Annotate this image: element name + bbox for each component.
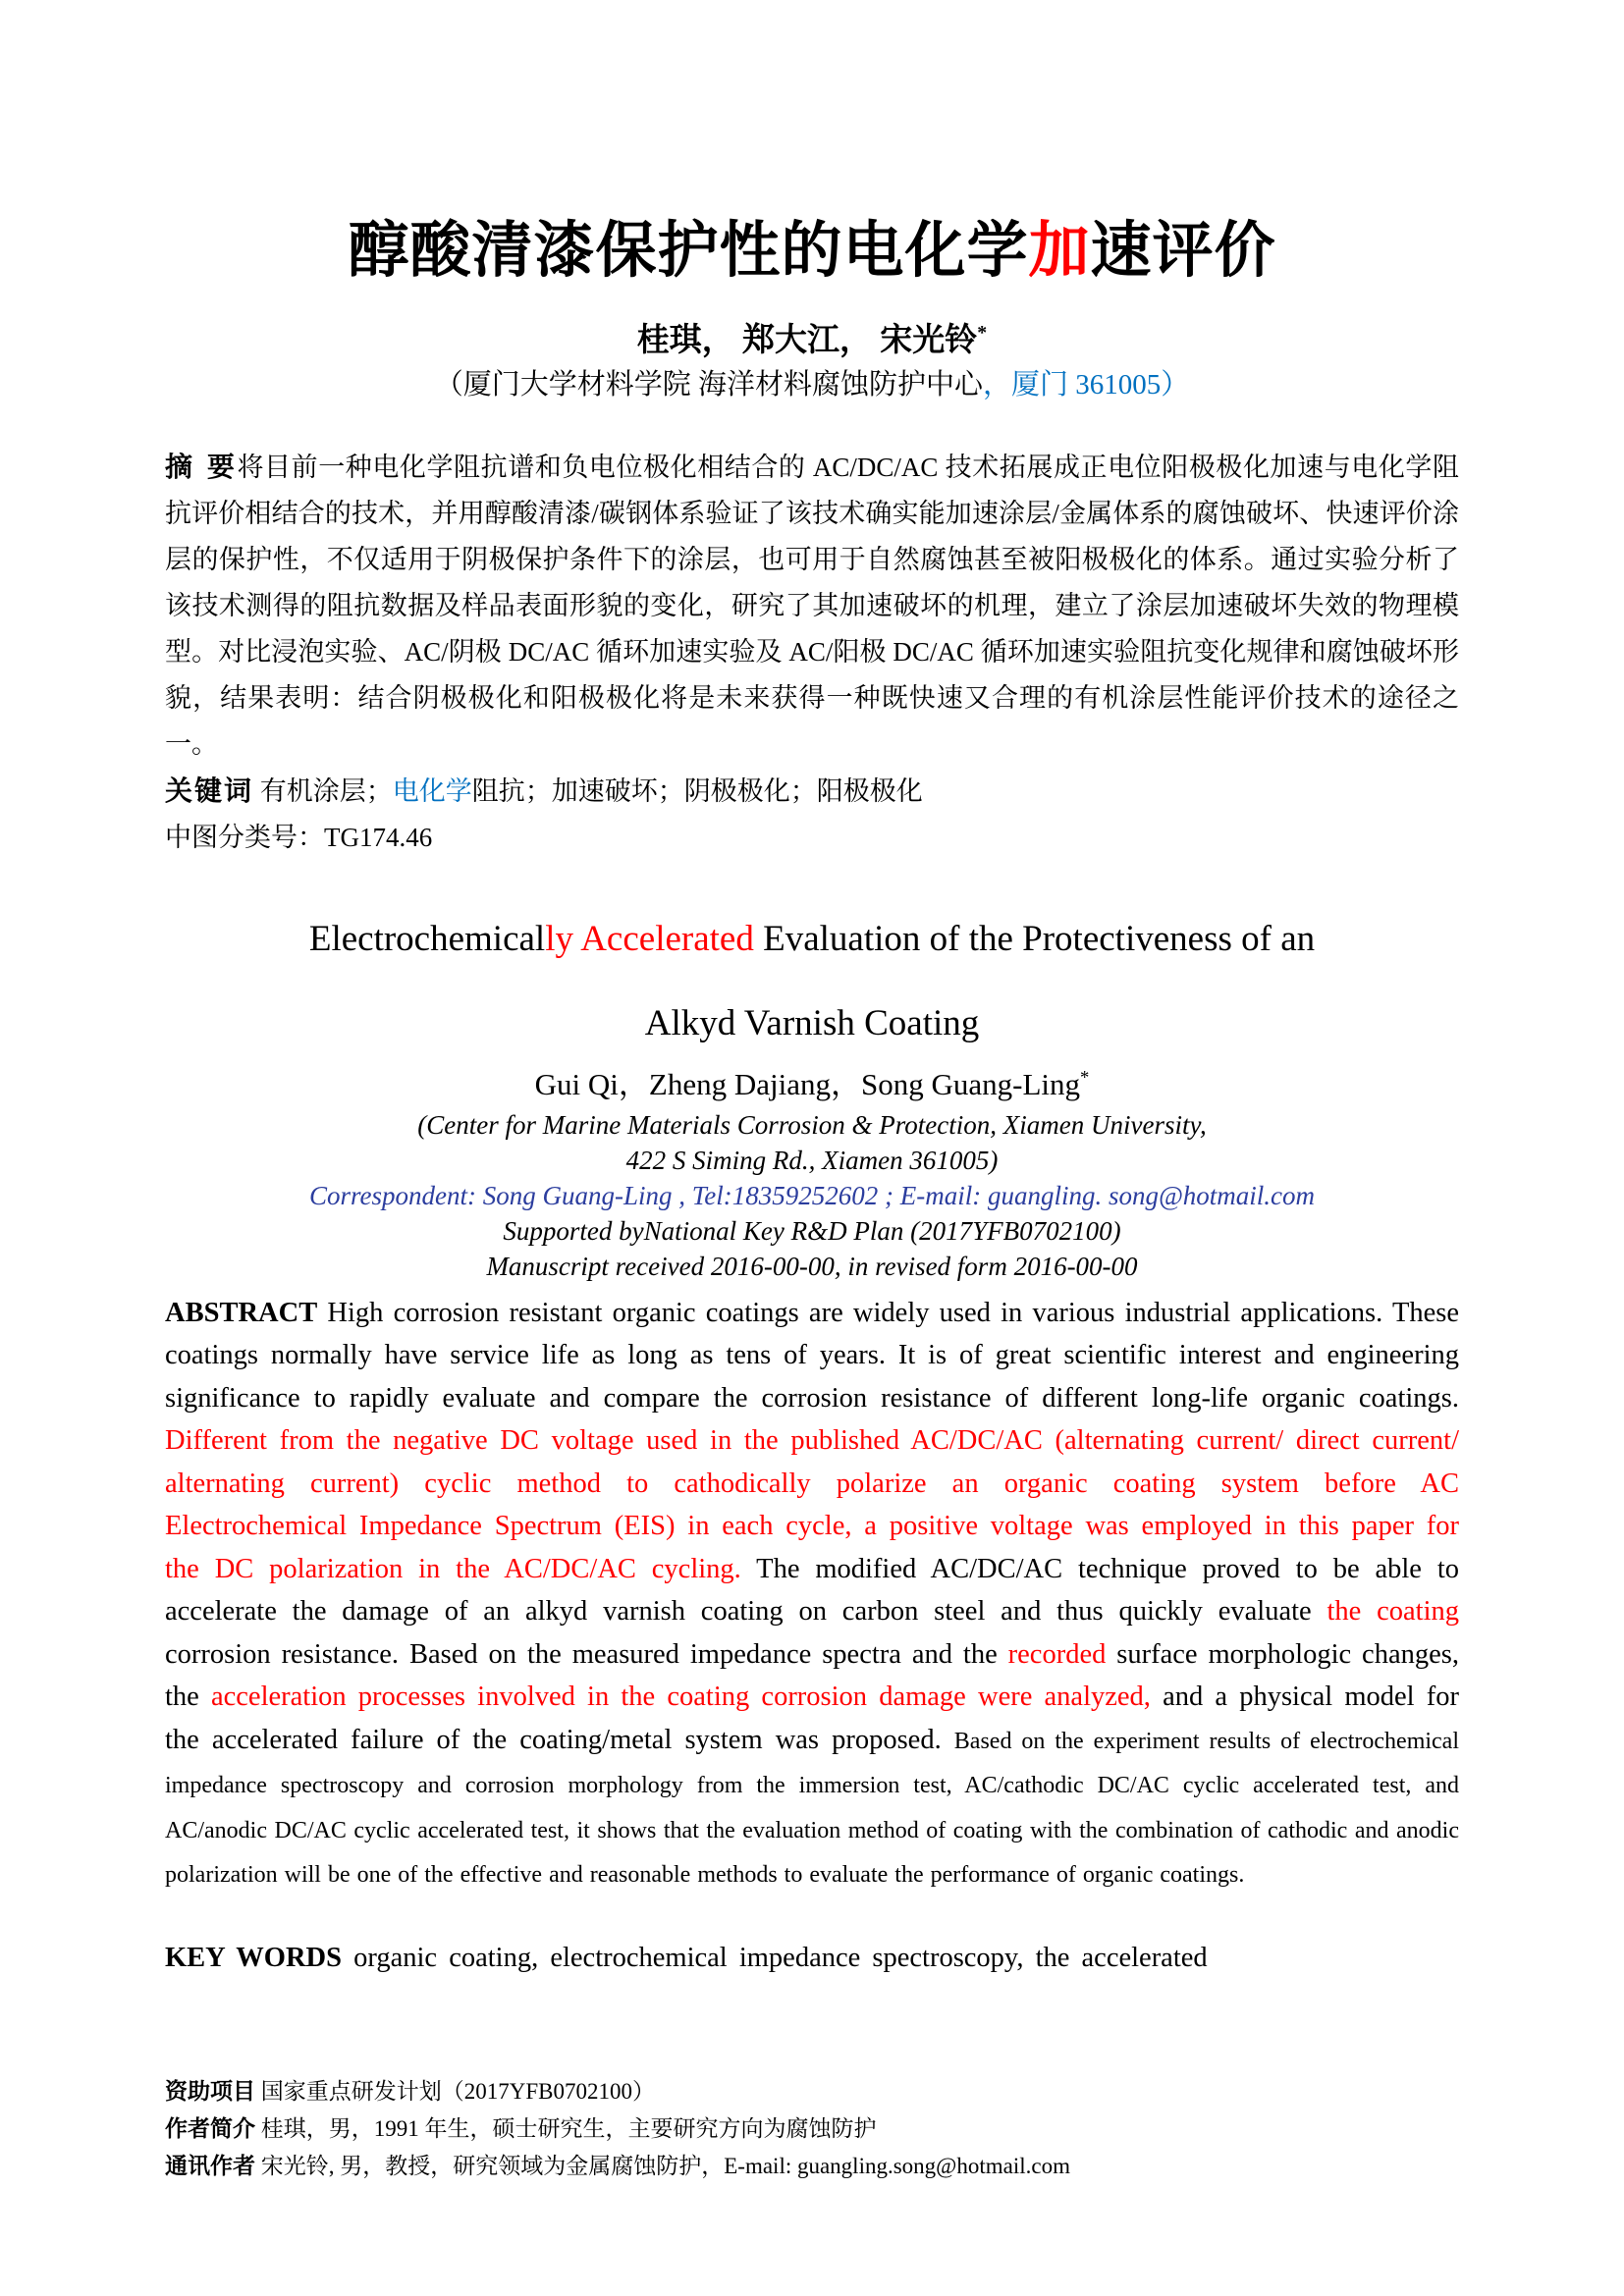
- chinese-abstract-label: 摘 要: [165, 451, 238, 484]
- footnote-corresponding-author: [165, 2148, 1459, 2185]
- footnote-author-bio-label: 作者简介: [165, 2116, 255, 2142]
- english-abstract: [165, 1292, 1459, 1897]
- chinese-title: 醇酸清漆保护性的电化学加速评价: [348, 214, 1276, 286]
- english-abstract-small-text: Based on the experiment results of electrochemical impedance spectroscopy and corrosion morphology from the immersion test, AC/cathodic DC/AC cyclic accelerated test, and AC/anodic DC/AC cyclic accelerated test, it shows that the evaluation method of coating with the combination of cathodic and anodic polarization will be one of the effective and reasonable methods to evaluate the performance of organic coatings.: [165, 1728, 1459, 1889]
- supported-line: Supported byNational Key R&D Plan (2017YFB0702100): [503, 1215, 1121, 1246]
- chinese-authors: [165, 320, 1459, 362]
- english-affiliation-line2: 422 S Siming Rd., Xiamen 361005): [625, 1145, 999, 1175]
- english-corresponding-star: *: [1080, 1067, 1090, 1089]
- english-keywords-text: organic coating, electrochemical impedance spectroscopy, the accelerated: [342, 1942, 1208, 1973]
- corresponding-author-star: *: [977, 321, 988, 344]
- english-authors-text: Gui Qi，Zheng Dajiang，Song Guang-Ling: [534, 1067, 1081, 1102]
- english-abstract-label: ABSTRACT: [165, 1297, 318, 1328]
- chinese-keywords: [165, 768, 1459, 815]
- chinese-keywords-text: 有机涂层；电化学阻抗；加速破坏；阴极极化；阳极极化: [253, 776, 923, 807]
- correspondent-line: Correspondent: Song Guang-Ling , Tel:18359252602 ; E-mail: guangling. song@hotmail.com: [308, 1180, 1316, 1210]
- chinese-keywords-label: 关键词: [165, 774, 254, 808]
- footnote-author-bio-text: 桂琪，男，1991 年生，硕士研究生，主要研究方向为腐蚀防护: [255, 2116, 877, 2141]
- chinese-authors-text: 桂琪， 郑大江， 宋光铃: [636, 322, 978, 358]
- english-title-line2: Alkyd Varnish Coating: [644, 1003, 980, 1044]
- english-title-line1: Electrochemically Accelerated Evaluation of the Protectiveness of an: [308, 919, 1316, 960]
- footnote-corresponding-author-label: 通讯作者: [165, 2154, 255, 2179]
- manuscript-line: Manuscript received 2016-00-00, in revised form 2016-00-00: [486, 1251, 1138, 1281]
- english-keywords-label: KEY WORDS: [165, 1942, 342, 1973]
- chinese-affiliation: （厦门大学材料学院 海洋材料腐蚀防护中心，厦门 361005）: [434, 369, 1190, 401]
- footnote-corresponding-author-text: 宋光铃, 男，教授，研究领域为金属腐蚀防护，E-mail: guangling.song@hotmail.com: [255, 2154, 1070, 2178]
- english-abstract-text: High corrosion resistant organic coatings are widely used in various industrial applications. These coatings normally have service life as long as tens of years. It is of great scientific interest and engineering significance to rapidly evaluate and compare the corrosion resistance of different long-life organic coatings. Different from the negative DC voltage used in the published AC/DC/AC (alternating current/ direct current/ alternating current) cyclic method to cathodically polarize an organic coating system before AC Electrochemical Impedance Spectrum (EIS) in each cycle, a positive voltage was employed in this paper for the DC polarization in the AC/DC/AC cycling. The modified AC/DC/AC technique proved to be able to accelerate the damage of an alkyd varnish coating on carbon steel and thus quickly evaluate the coating corrosion resistance. Based on the measured impedance spectra and the recorded surface morphologic changes, the acceleration processes involved in the coating corrosion damage were analyzed, and a physical model for the accelerated failure of the coating/metal system was proposed.: [165, 1297, 1460, 1755]
- footnote-funding-label: 资助项目: [165, 2079, 255, 2105]
- footnote-funding-text: 国家重点研发计划（2017YFB0702100）: [255, 2079, 655, 2104]
- chinese-abstract-text: 将目前一种电化学阻抗谱和负电位极化相结合的 AC/DC/AC 技术拓展成正电位阳极极化加速与电化学阻抗评价相结合的技术，并用醇酸清漆/碳钢体系验证了该技术确实能加速涂层/金属体系的腐蚀破坏、快速评价涂层的保护性，不仅适用于阴极保护条件下的涂层，也可用于自然腐蚀甚至被阳极极化的体系。通过实验分析了该技术测得的阻抗数据及样品表面形貌的变化，研究了其加速破坏的机理，建立了涂层加速破坏失效的物理模型。对比浸泡实验、AC/阴极 DC/AC 循环加速实验及 AC/阳极 DC/AC 循环加速实验阻抗变化规律和腐蚀破坏形貌，结果表明：结合阴极极化和阳极极化将是未来获得一种既快速又合理的有机涂层性能评价技术的途径之一。: [165, 453, 1459, 760]
- english-affiliation-line1: (Center for Marine Materials Corrosion & Protection, Xiamen University,: [417, 1109, 1207, 1140]
- english-keywords: [165, 1937, 1459, 1980]
- clc-number: 中图分类号：TG174.46: [165, 823, 433, 853]
- footnote-funding: [165, 2073, 1459, 2110]
- footnotes-block: [165, 2073, 1459, 2185]
- footnote-author-bio: [165, 2110, 1459, 2148]
- chinese-abstract: [165, 444, 1459, 768]
- english-authors: [165, 1064, 1459, 1105]
